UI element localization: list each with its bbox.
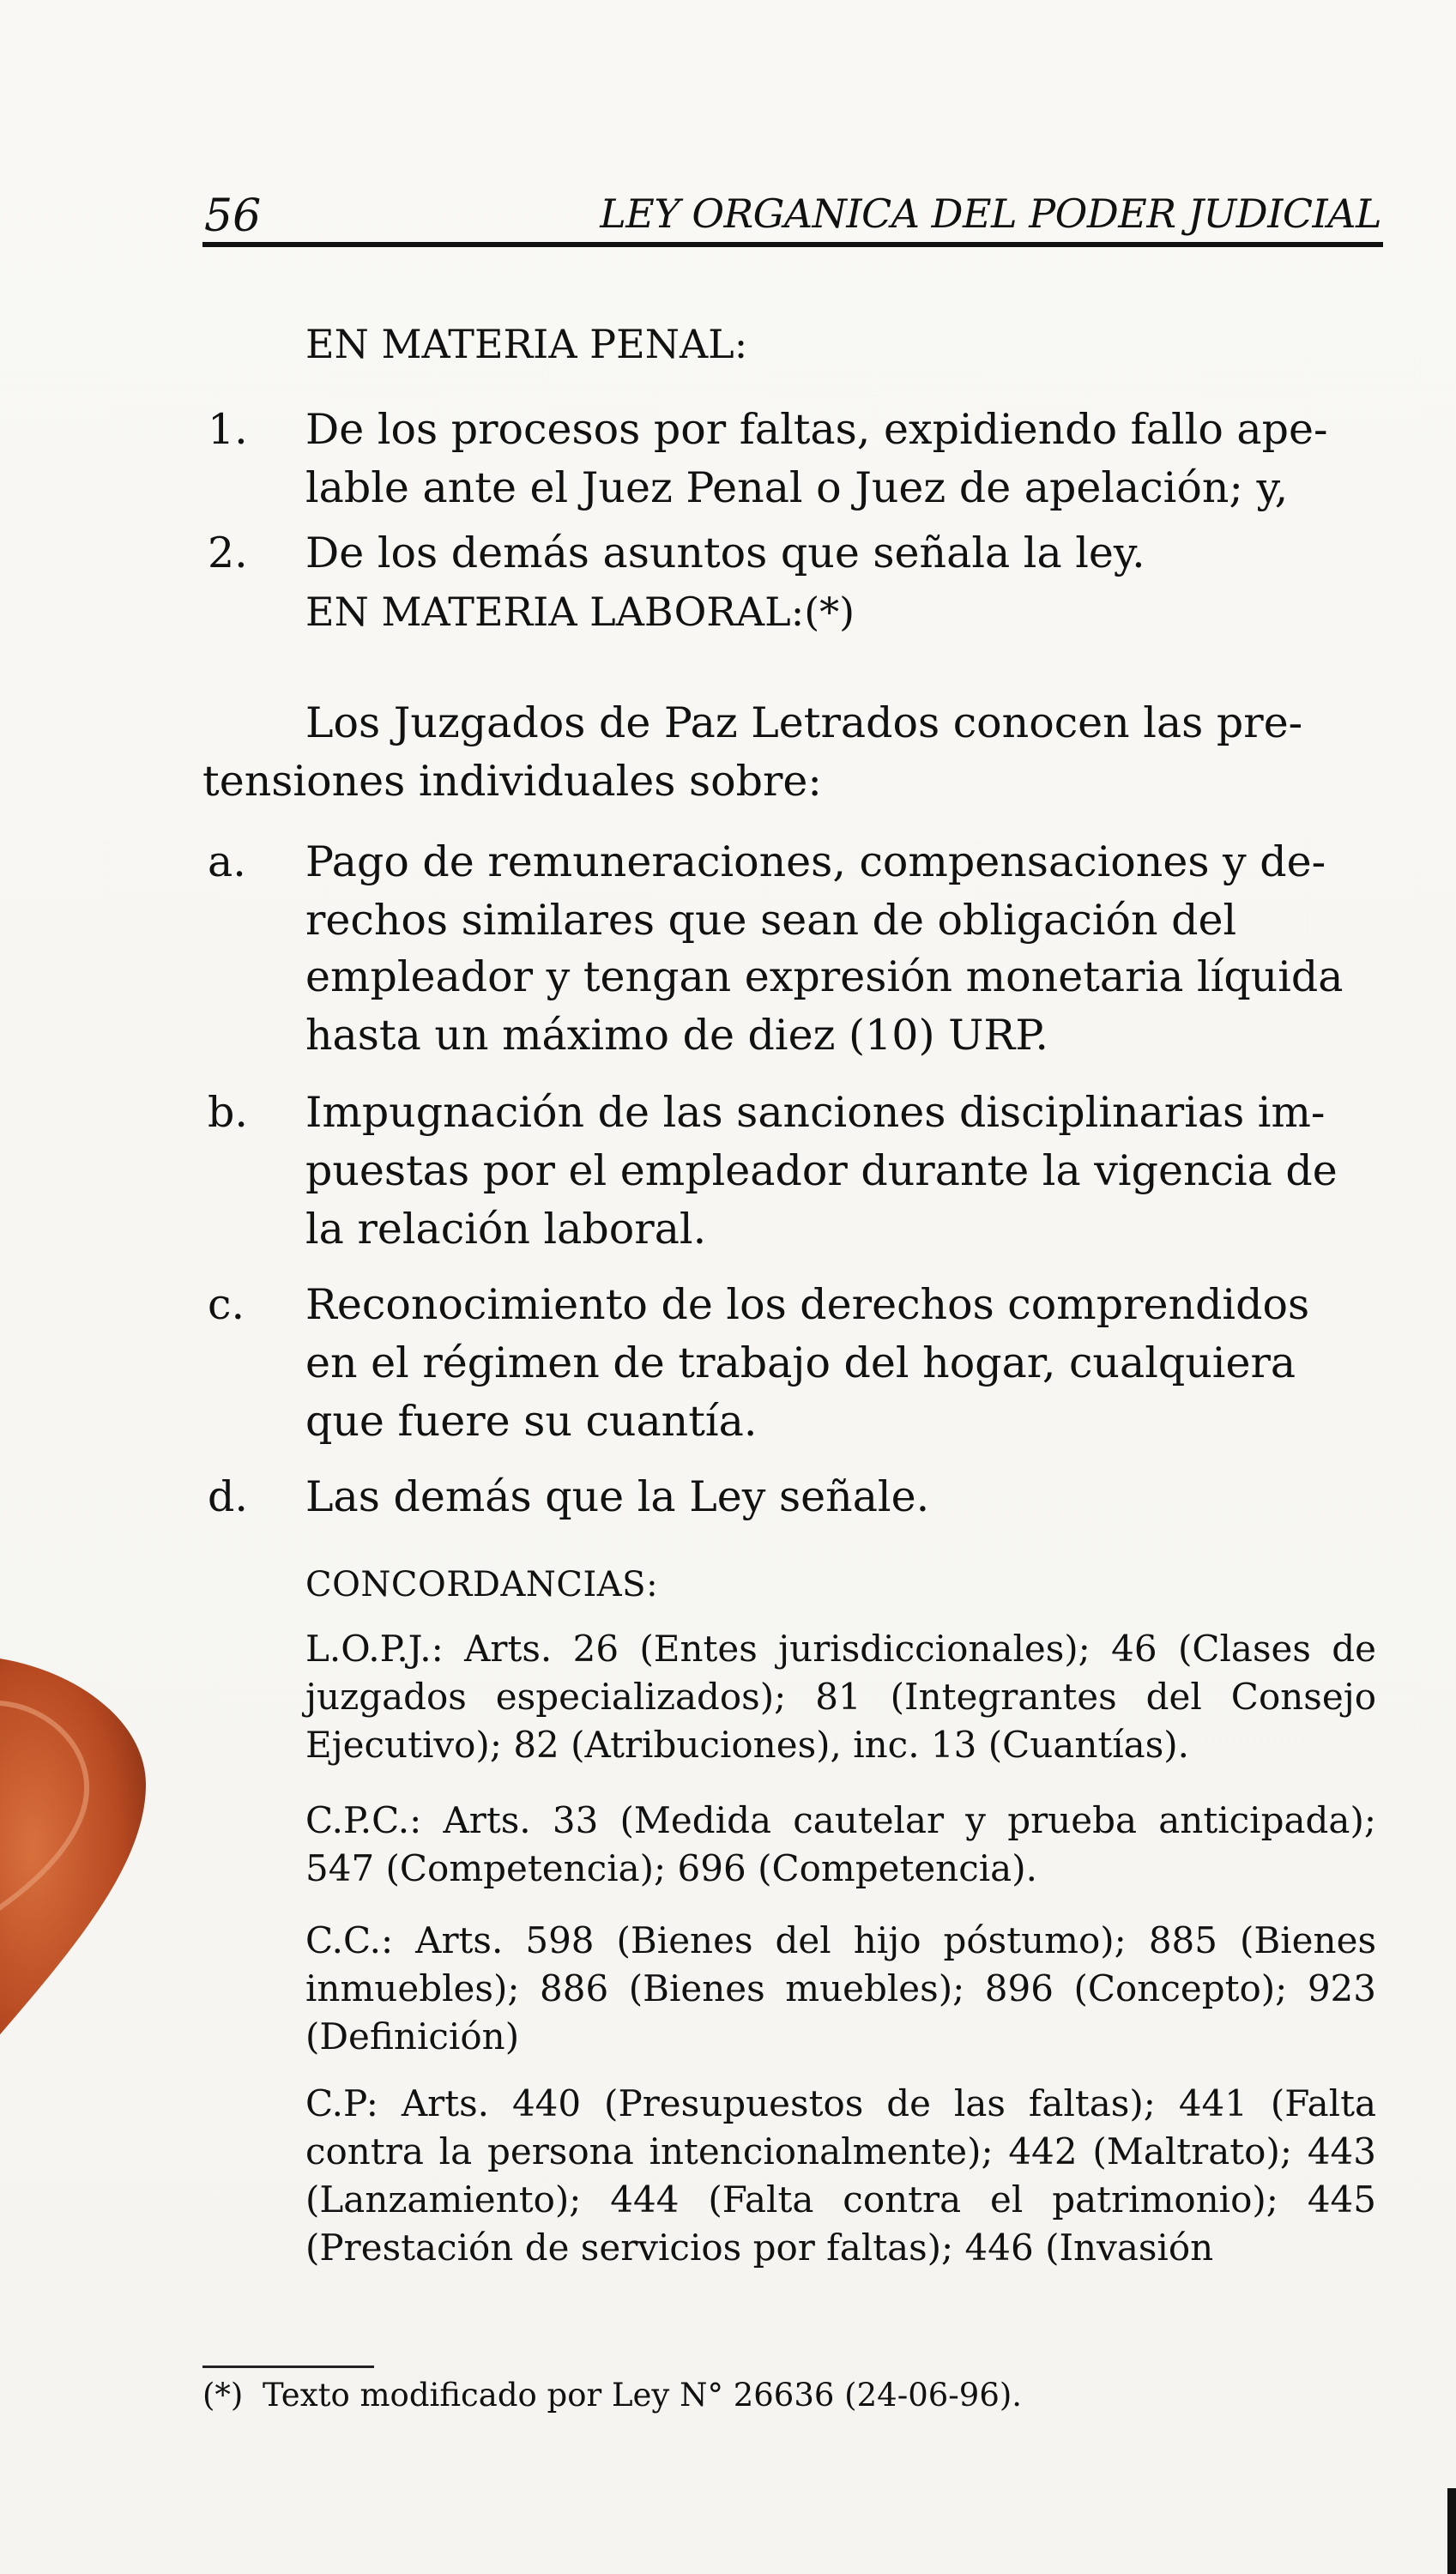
footnote-text: Texto modificado por Ley N° 26636 (24-06-96).	[263, 2377, 1023, 2414]
footnote	[202, 2377, 1022, 2414]
footnote-mark: (*)	[202, 2377, 244, 2414]
concordancia-lopj: L.O.P.J.: Arts. 26 (Entes jurisdiccionales); 46 (Clases de juzgados especializados); 81 (Integrantes del Consejo Ejecutivo); 82 (Atribuciones), inc. 13 (Cuantías).	[305, 1628, 1376, 1766]
penal-item-1-line-2: lable ante el Juez Penal o Juez de apelación; y,	[305, 463, 1289, 512]
laboral-item-d-marker: d.	[208, 1472, 248, 1521]
concordancia-cp: C.P: Arts. 440 (Presupuestos de las faltas); 441 (Falta contra la persona intencionalmente); 442 (Maltrato); 443 (Lanzamiento); 444 (Falta contra el patrimonio); 445 (Prestación de servicios por faltas); 446 (Invasión	[305, 2082, 1376, 2269]
laboral-item-b-line-1: Impugnación de las sanciones disciplinarias im-	[305, 1088, 1326, 1137]
laboral-item-a-line-3: empleador y tengan expresión monetaria líquida	[305, 952, 1344, 1001]
footnote-rule	[202, 2366, 374, 2368]
penal-item-2-line-1: De los demás asuntos que señala la ley.	[305, 529, 1145, 577]
penal-item-1-marker: 1.	[208, 405, 248, 454]
laboral-item-c-line-3: que fuere su cuantía.	[305, 1397, 758, 1446]
laboral-item-b-marker: b.	[208, 1088, 248, 1137]
concordancia-cc: C.C.: Arts. 598 (Bienes del hijo póstumo); 885 (Bienes inmuebles); 886 (Bienes muebles); 896 (Concepto); 923 (Definición)	[305, 1919, 1376, 2057]
penal-heading: EN MATERIA PENAL:	[305, 321, 748, 367]
page-edge-shadow	[1447, 2488, 1456, 2574]
laboral-item-c-line-1: Reconocimiento de los derechos comprendidos	[305, 1280, 1310, 1329]
decorative-heart-object	[0, 1656, 154, 2085]
concordancias-title: CONCORDANCIAS:	[305, 1565, 659, 1604]
penal-item-2-marker: 2.	[208, 529, 248, 577]
laboral-item-c-marker: c.	[208, 1280, 245, 1329]
laboral-item-c-line-2: en el régimen de trabajo del hogar, cualquiera	[305, 1338, 1296, 1387]
page-number: 56	[204, 190, 262, 242]
laboral-item-a-marker: a.	[208, 837, 246, 886]
penal-item-1-line-1: De los procesos por faltas, expidiendo fallo ape-	[305, 405, 1328, 454]
concordancia-cpc: C.P.C.: Arts. 33 (Medida cautelar y prueba anticipada); 547 (Competencia); 696 (Competencia).	[305, 1799, 1376, 1889]
header-rule	[202, 242, 1383, 247]
laboral-intro-line-1: Los Juzgados de Paz Letrados conocen las pre-	[305, 698, 1303, 747]
laboral-item-b-line-2: puestas por el empleador durante la vigencia de	[305, 1146, 1338, 1195]
laboral-item-a-line-4: hasta un máximo de diez (10) URP.	[305, 1011, 1048, 1060]
laboral-item-d-line-1: Las demás que la Ley señale.	[305, 1472, 930, 1521]
page-header	[204, 178, 1381, 247]
laboral-item-b-line-3: la relación laboral.	[305, 1205, 707, 1254]
laboral-item-a-line-1: Pago de remuneraciones, compensaciones y de-	[305, 837, 1326, 886]
laboral-intro-line-2: tensiones individuales sobre:	[202, 757, 822, 806]
running-title: LEY ORGANICA DEL PODER JUDICIAL	[600, 190, 1381, 237]
laboral-heading: EN MATERIA LABORAL:(*)	[305, 589, 855, 635]
laboral-item-a-line-2: rechos similares que sean de obligación del	[305, 896, 1237, 945]
